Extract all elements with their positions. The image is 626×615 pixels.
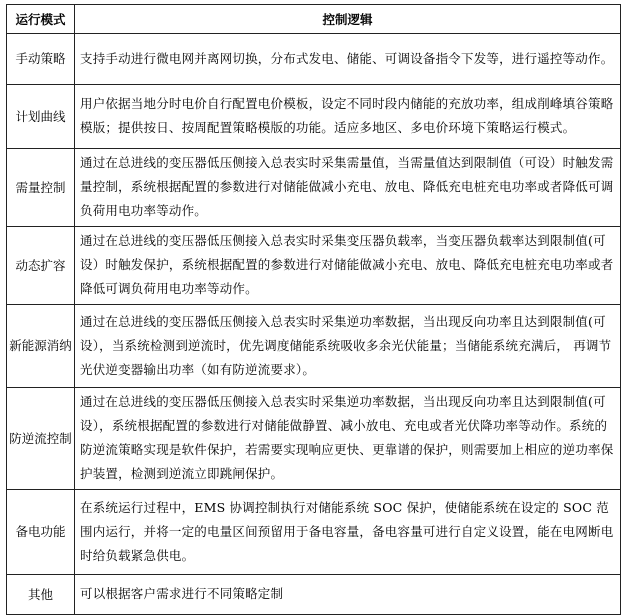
logic-cell: 通过在总进线的变压器低压侧接入总表实时采集逆功率数据，当出现反向功率且达到限制值(可设），当系统检测到逆流时，优先调度储能系统吸收多余光伏能量；当储能系统充满后， 再调节光伏逆变器输出功率（如有防逆流要求）。: [75, 305, 621, 388]
strategy-table-container: [6, 4, 620, 615]
mode-cell: 计划曲线: [7, 85, 75, 149]
logic-cell: 通过在总进线的变压器低压侧接入总表实时采集变压器负载率，当变压器负载率达到限制值(可设）时触发保护，系统根据配置的参数进行对储能做减小充电、放电、降低充电桩充电功率或者降低可调负荷用电功率等动作。: [75, 227, 621, 305]
mode-cell: 动态扩容: [7, 227, 75, 305]
mode-cell: 新能源消纳: [7, 305, 75, 388]
mode-cell: 备电功能: [7, 490, 75, 575]
table-row: [7, 34, 621, 85]
table-row: [7, 575, 621, 615]
table-row: [7, 305, 621, 388]
table-row: [7, 85, 621, 149]
operation-mode-table: [6, 4, 621, 615]
logic-cell: 支持手动进行微电网并离网切换，分布式发电、储能、可调设备指令下发等，进行遥控等动作。: [75, 34, 621, 85]
mode-cell: 其他: [7, 575, 75, 615]
mode-cell: 防逆流控制: [7, 388, 75, 490]
logic-cell: 通过在总进线的变压器低压侧接入总表实时采集逆功率数据，当出现反向功率且达到限制值(可设），系统根据配置的参数进行对储能做静置、减小放电、充电或者光伏降功率等动作。系统的防逆流策略实现是软件保护，若需要实现响应更快、更靠谱的保护，则需要加上相应的逆功率保护装置，检测到逆流立即跳闸保护。: [75, 388, 621, 490]
table-row: [7, 227, 621, 305]
logic-cell: 在系统运行过程中，EMS 协调控制执行对储能系统 SOC 保护，使储能系统在设定的 SOC 范围内运行，并将一定的电量区间预留用于备电容量，备电容量可进行自定义设置，能在电网断电时给负载紧急供电。: [75, 490, 621, 575]
table-row: [7, 388, 621, 490]
header-mode: 运行模式: [7, 5, 75, 34]
table-row: [7, 490, 621, 575]
mode-cell: 需量控制: [7, 149, 75, 227]
table-header-row: [7, 5, 621, 34]
table-row: [7, 149, 621, 227]
logic-cell: 通过在总进线的变压器低压侧接入总表实时采集需量值，当需量值达到限制值（可设）时触发需量控制，系统根据配置的参数进行对储能做减小充电、放电、降低充电桩充电功率或者降低可调负荷用电功率等动作。: [75, 149, 621, 227]
logic-cell: 用户依据当地分时电价自行配置电价模板，设定不同时段内储能的充放功率，组成削峰填谷策略模版；提供按日、按周配置策略模版的功能。适应多地区、多电价环境下策略运行模式。: [75, 85, 621, 149]
mode-cell: 手动策略: [7, 34, 75, 85]
logic-cell: 可以根据客户需求进行不同策略定制: [75, 575, 621, 615]
header-logic: 控制逻辑: [75, 5, 621, 34]
